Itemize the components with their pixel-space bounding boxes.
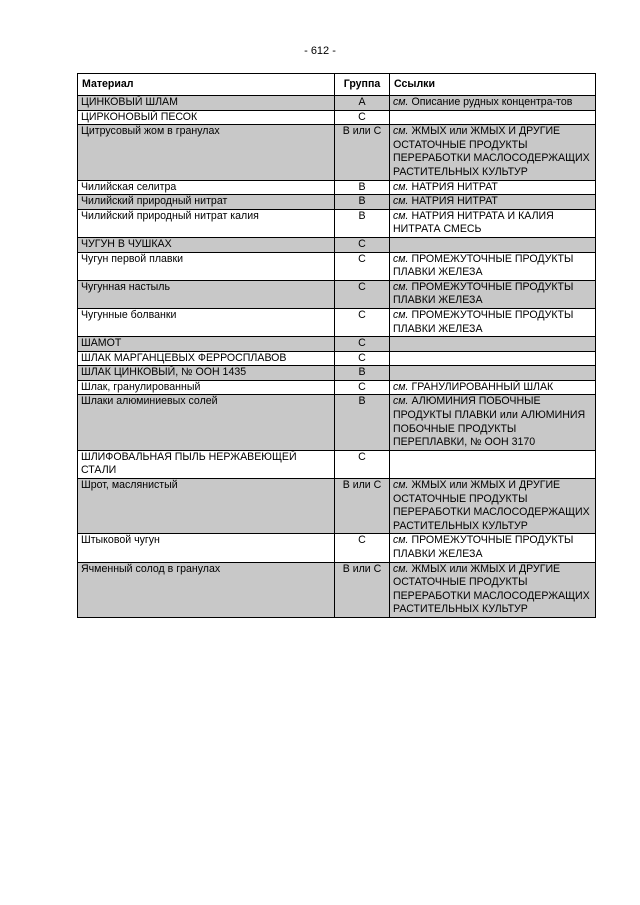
reference-cell [390,280,596,308]
see-also-label: см. [393,252,409,265]
material-cell: Цитрусовый жом в гранулах [78,125,335,180]
table-row [78,534,596,562]
material-cell: Чилийский природный нитрат калия [78,209,335,237]
group-cell: B [335,180,390,195]
see-also-label: см. [393,380,409,393]
reference-cell [390,209,596,237]
reference-cell [390,351,596,366]
reference-cell [390,366,596,381]
group-cell: B [335,195,390,210]
materials-table [77,73,596,618]
see-also-label: см. [393,308,409,321]
see-also-label: см. [393,125,409,138]
see-also-label: см. [393,534,409,547]
material-cell: Чугун первой плавки [78,252,335,280]
group-cell: C [335,450,390,478]
group-cell: B [335,366,390,381]
reference-cell [390,252,596,280]
reference-cell [390,110,596,125]
reference-cell [390,395,596,450]
reference-cell [390,479,596,534]
group-cell: C [335,534,390,562]
group-cell: C [335,110,390,125]
table-row [78,366,596,381]
reference-text: НАТРИЯ НИТРАТА И КАЛИЯ НИТРАТА СМЕСЬ [393,209,554,236]
table-row [78,125,596,180]
reference-cell [390,337,596,352]
reference-text: ЖМЫХ или ЖМЫХ И ДРУГИЕ ОСТАТОЧНЫЕ ПРОДУКТЫ ПЕРЕРАБОТКИ МАСЛОСОДЕРЖАЩИХ РАСТИТЕЛЬНЫХ КУЛЬТУР [393,479,590,532]
material-cell: ЧУГУН В ЧУШКАХ [78,237,335,252]
material-cell: ЦИРКОНОВЫЙ ПЕСОК [78,110,335,125]
table-row [78,96,596,111]
material-cell: Чилийская селитра [78,180,335,195]
table-row [78,180,596,195]
table-row [78,308,596,336]
material-cell: Шрот, маслянистый [78,479,335,534]
reference-cell [390,450,596,478]
reference-text: ПРОМЕЖУТОЧНЫЕ ПРОДУКТЫ ПЛАВКИ ЖЕЛЕЗА [393,308,574,335]
table-row [78,479,596,534]
page-number: - 612 - [304,45,336,57]
group-cell: A [335,96,390,111]
group-cell: B или C [335,125,390,180]
table-row [78,562,596,617]
table-row [78,237,596,252]
reference-text: ЖМЫХ или ЖМЫХ И ДРУГИЕ ОСТАТОЧНЫЕ ПРОДУКТЫ ПЕРЕРАБОТКИ МАСЛОСОДЕРЖАЩИХ РАСТИТЕЛЬНЫХ КУЛЬТУР [393,562,590,616]
reference-text: ПРОМЕЖУТОЧНЫЕ ПРОДУКТЫ ПЛАВКИ ЖЕЛЕЗА [393,534,574,560]
material-cell: Ячменный солод в гранулах [78,562,335,617]
see-also-label: см. [393,195,409,208]
header-material: Материал [78,74,335,96]
table-row [78,337,596,352]
see-also-label: см. [393,96,409,108]
reference-cell [390,308,596,336]
group-cell: C [335,280,390,308]
group-cell: C [335,308,390,336]
material-cell: ШАМОТ [78,337,335,352]
group-cell: B [335,395,390,450]
header-references: Ссылки [390,74,596,96]
reference-cell [390,195,596,210]
group-cell: C [335,252,390,280]
see-also-label: см. [393,562,409,575]
reference-text: НАТРИЯ НИТРАТ [411,195,498,208]
reference-cell [390,380,596,395]
see-also-label: см. [393,479,409,492]
group-cell: C [335,351,390,366]
reference-text: ГРАНУЛИРОВАННЫЙ ШЛАК [411,380,554,393]
header-group: Группа [335,74,390,96]
table-row [78,280,596,308]
table-row [78,110,596,125]
material-cell: ШЛИФОВАЛЬНАЯ ПЫЛЬ НЕРЖАВЕЮЩЕЙ СТАЛИ [78,450,335,478]
reference-cell [390,237,596,252]
reference-cell [390,96,596,111]
table-row [78,395,596,450]
group-cell: C [335,337,390,352]
reference-cell [390,125,596,180]
see-also-label: см. [393,280,409,293]
table-body [78,96,596,618]
table-row [78,450,596,478]
group-cell: B или C [335,562,390,617]
reference-text: АЛЮМИНИЯ ПОБОЧНЫЕ ПРОДУКТЫ ПЛАВКИ или АЛЮМИНИЯ ПОБОЧНЫЕ ПРОДУКТЫ ПЕРЕПЛАВКИ, № ООН 3170 [393,395,586,449]
group-cell: C [335,380,390,395]
material-cell: ШЛАК ЦИНКОВЫЙ, № ООН 1435 [78,366,335,381]
material-cell: Чилийский природный нитрат [78,195,335,210]
table-row [78,252,596,280]
material-cell: Шлак, гранулированный [78,380,335,395]
table-row [78,195,596,210]
table-header-row [78,74,596,96]
group-cell: C [335,237,390,252]
material-cell: Чугунные болванки [78,308,335,336]
material-cell: Чугунная настыль [78,280,335,308]
reference-cell [390,180,596,195]
material-cell: Шлаки алюминиевых солей [78,395,335,450]
material-cell: ШЛАК МАРГАНЦЕВЫХ ФЕРРОСПЛАВОВ [78,351,335,366]
group-cell: B [335,209,390,237]
group-cell: B или C [335,479,390,534]
see-also-label: см. [393,209,409,222]
reference-text: ПРОМЕЖУТОЧНЫЕ ПРОДУКТЫ ПЛАВКИ ЖЕЛЕЗА [393,252,574,279]
see-also-label: см. [393,395,409,408]
see-also-label: см. [393,180,409,193]
reference-text: Описание рудных концентра-тов [411,96,573,108]
material-cell: ЦИНКОВЫЙ ШЛАМ [78,96,335,111]
reference-text: НАТРИЯ НИТРАТ [411,180,498,193]
table-row [78,380,596,395]
material-cell: Штыковой чугун [78,534,335,562]
table-row [78,351,596,366]
reference-cell [390,534,596,562]
reference-text: ПРОМЕЖУТОЧНЫЕ ПРОДУКТЫ ПЛАВКИ ЖЕЛЕЗА [393,280,574,307]
table-row [78,209,596,237]
reference-cell [390,562,596,617]
reference-text: ЖМЫХ или ЖМЫХ И ДРУГИЕ ОСТАТОЧНЫЕ ПРОДУКТЫ ПЕРЕРАБОТКИ МАСЛОСОДЕРЖАЩИХ РАСТИТЕЛЬНЫХ КУЛЬТУР [393,125,590,178]
